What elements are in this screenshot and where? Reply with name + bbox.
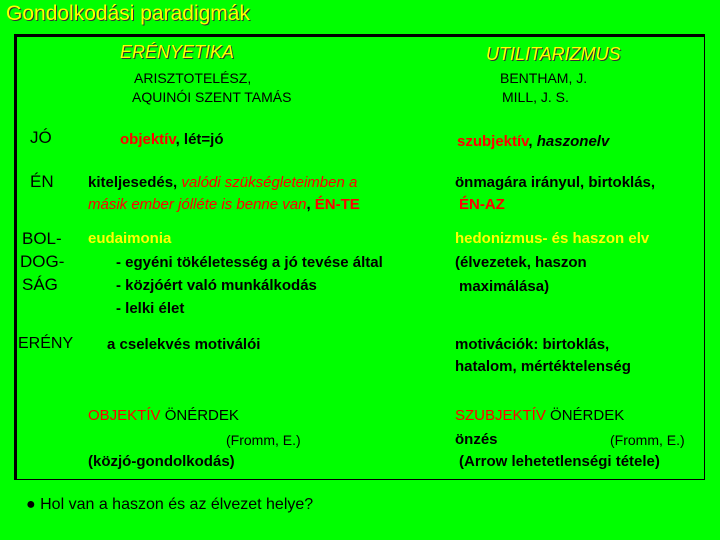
onerdek-right-ref: (Fromm, E.) — [610, 432, 685, 448]
row-label-ereny: ERÉNY — [18, 335, 74, 352]
boldogsag-right-line-1: (élvezetek, haszon — [455, 254, 587, 271]
jo-left-b: , lét=jó — [175, 131, 224, 148]
bullet-icon: ● — [26, 496, 36, 513]
ereny-right-line-2: hatalom, mértéktelenség — [455, 358, 631, 375]
ereny-right-line-1: motivációk: birtoklás, — [455, 336, 610, 353]
boldogsag-left-item-1: - egyéni tökéletesség a jó tevése által — [116, 254, 383, 271]
row-label-boldogsag-1: BOL- — [22, 229, 62, 248]
onerdek-left-a: OBJEKTÍV — [88, 407, 161, 424]
right-authors-line-1: BENTHAM, J. — [500, 70, 588, 86]
en-left-1a: kiteljesedés, — [88, 174, 182, 191]
onerdek-right-a: SZUBJEKTÍV — [455, 407, 546, 424]
question-text: Hol van a haszon és az élvezet helye? — [40, 496, 314, 513]
jo-right — [457, 131, 609, 153]
left-authors-line-1: ARISZTOTELÉSZ, — [134, 70, 252, 86]
onerdek-left-note: (közjó-gondolkodás) — [88, 453, 235, 470]
left-column-header: ERÉNYETIKA — [120, 42, 235, 62]
jo-left-a: objektív — [120, 131, 176, 148]
en-left-2a: másik ember jólléte is benne van — [88, 196, 307, 213]
page-title: Gondolkodási paradigmák — [6, 2, 250, 25]
boldogsag-left-item-2: - közjóért való munkálkodás — [116, 277, 317, 294]
en-left-line-2 — [88, 194, 360, 216]
boldogsag-left-item-3: - lelki élet — [116, 300, 185, 317]
boldogsag-right-title: hedonizmus- és haszon elv — [455, 230, 650, 247]
en-right-line-2: ÉN-AZ — [459, 196, 505, 213]
ereny-left: a cselekvés motiválói — [107, 336, 261, 353]
onerdek-right-word: önzés — [455, 431, 498, 448]
jo-right-b: , — [528, 133, 537, 150]
en-left-2c: ÉN-TE — [314, 196, 360, 213]
onerdek-left-ref: (Fromm, E.) — [226, 432, 301, 448]
row-label-en: ÉN — [30, 172, 54, 191]
onerdek-right-note: (Arrow lehetetlenségi tétele) — [459, 453, 660, 470]
left-authors-line-2: AQUINÓI SZENT TAMÁS — [132, 89, 292, 105]
onerdek-right-title — [455, 405, 624, 427]
onerdek-right-b: ÖNÉRDEK — [545, 407, 625, 424]
right-column-header: UTILITARIZMUS — [486, 44, 621, 64]
row-label-jo: JÓ — [30, 128, 52, 147]
en-left-2b: , — [306, 196, 315, 213]
right-authors-line-2: MILL, J. S. — [502, 89, 569, 105]
onerdek-left-title — [88, 405, 239, 427]
boldogsag-right-line-2: maximálása) — [459, 278, 550, 295]
jo-right-a: szubjektív — [457, 133, 529, 150]
row-label-boldogsag-3: SÁG — [22, 275, 58, 294]
jo-right-c: haszonelv — [536, 133, 610, 150]
en-left-1b: valódi szükségleteimben a — [181, 174, 358, 191]
jo-left — [120, 129, 224, 151]
en-left-line-1 — [88, 172, 357, 194]
row-label-boldogsag-2: DOG- — [20, 252, 65, 271]
en-right-line-1: önmagára irányul, birtoklás, — [455, 174, 656, 191]
onerdek-left-b: ÖNÉRDEK — [160, 407, 239, 424]
question-line — [26, 496, 313, 514]
boldogsag-left-title: eudaimonia — [88, 230, 172, 247]
